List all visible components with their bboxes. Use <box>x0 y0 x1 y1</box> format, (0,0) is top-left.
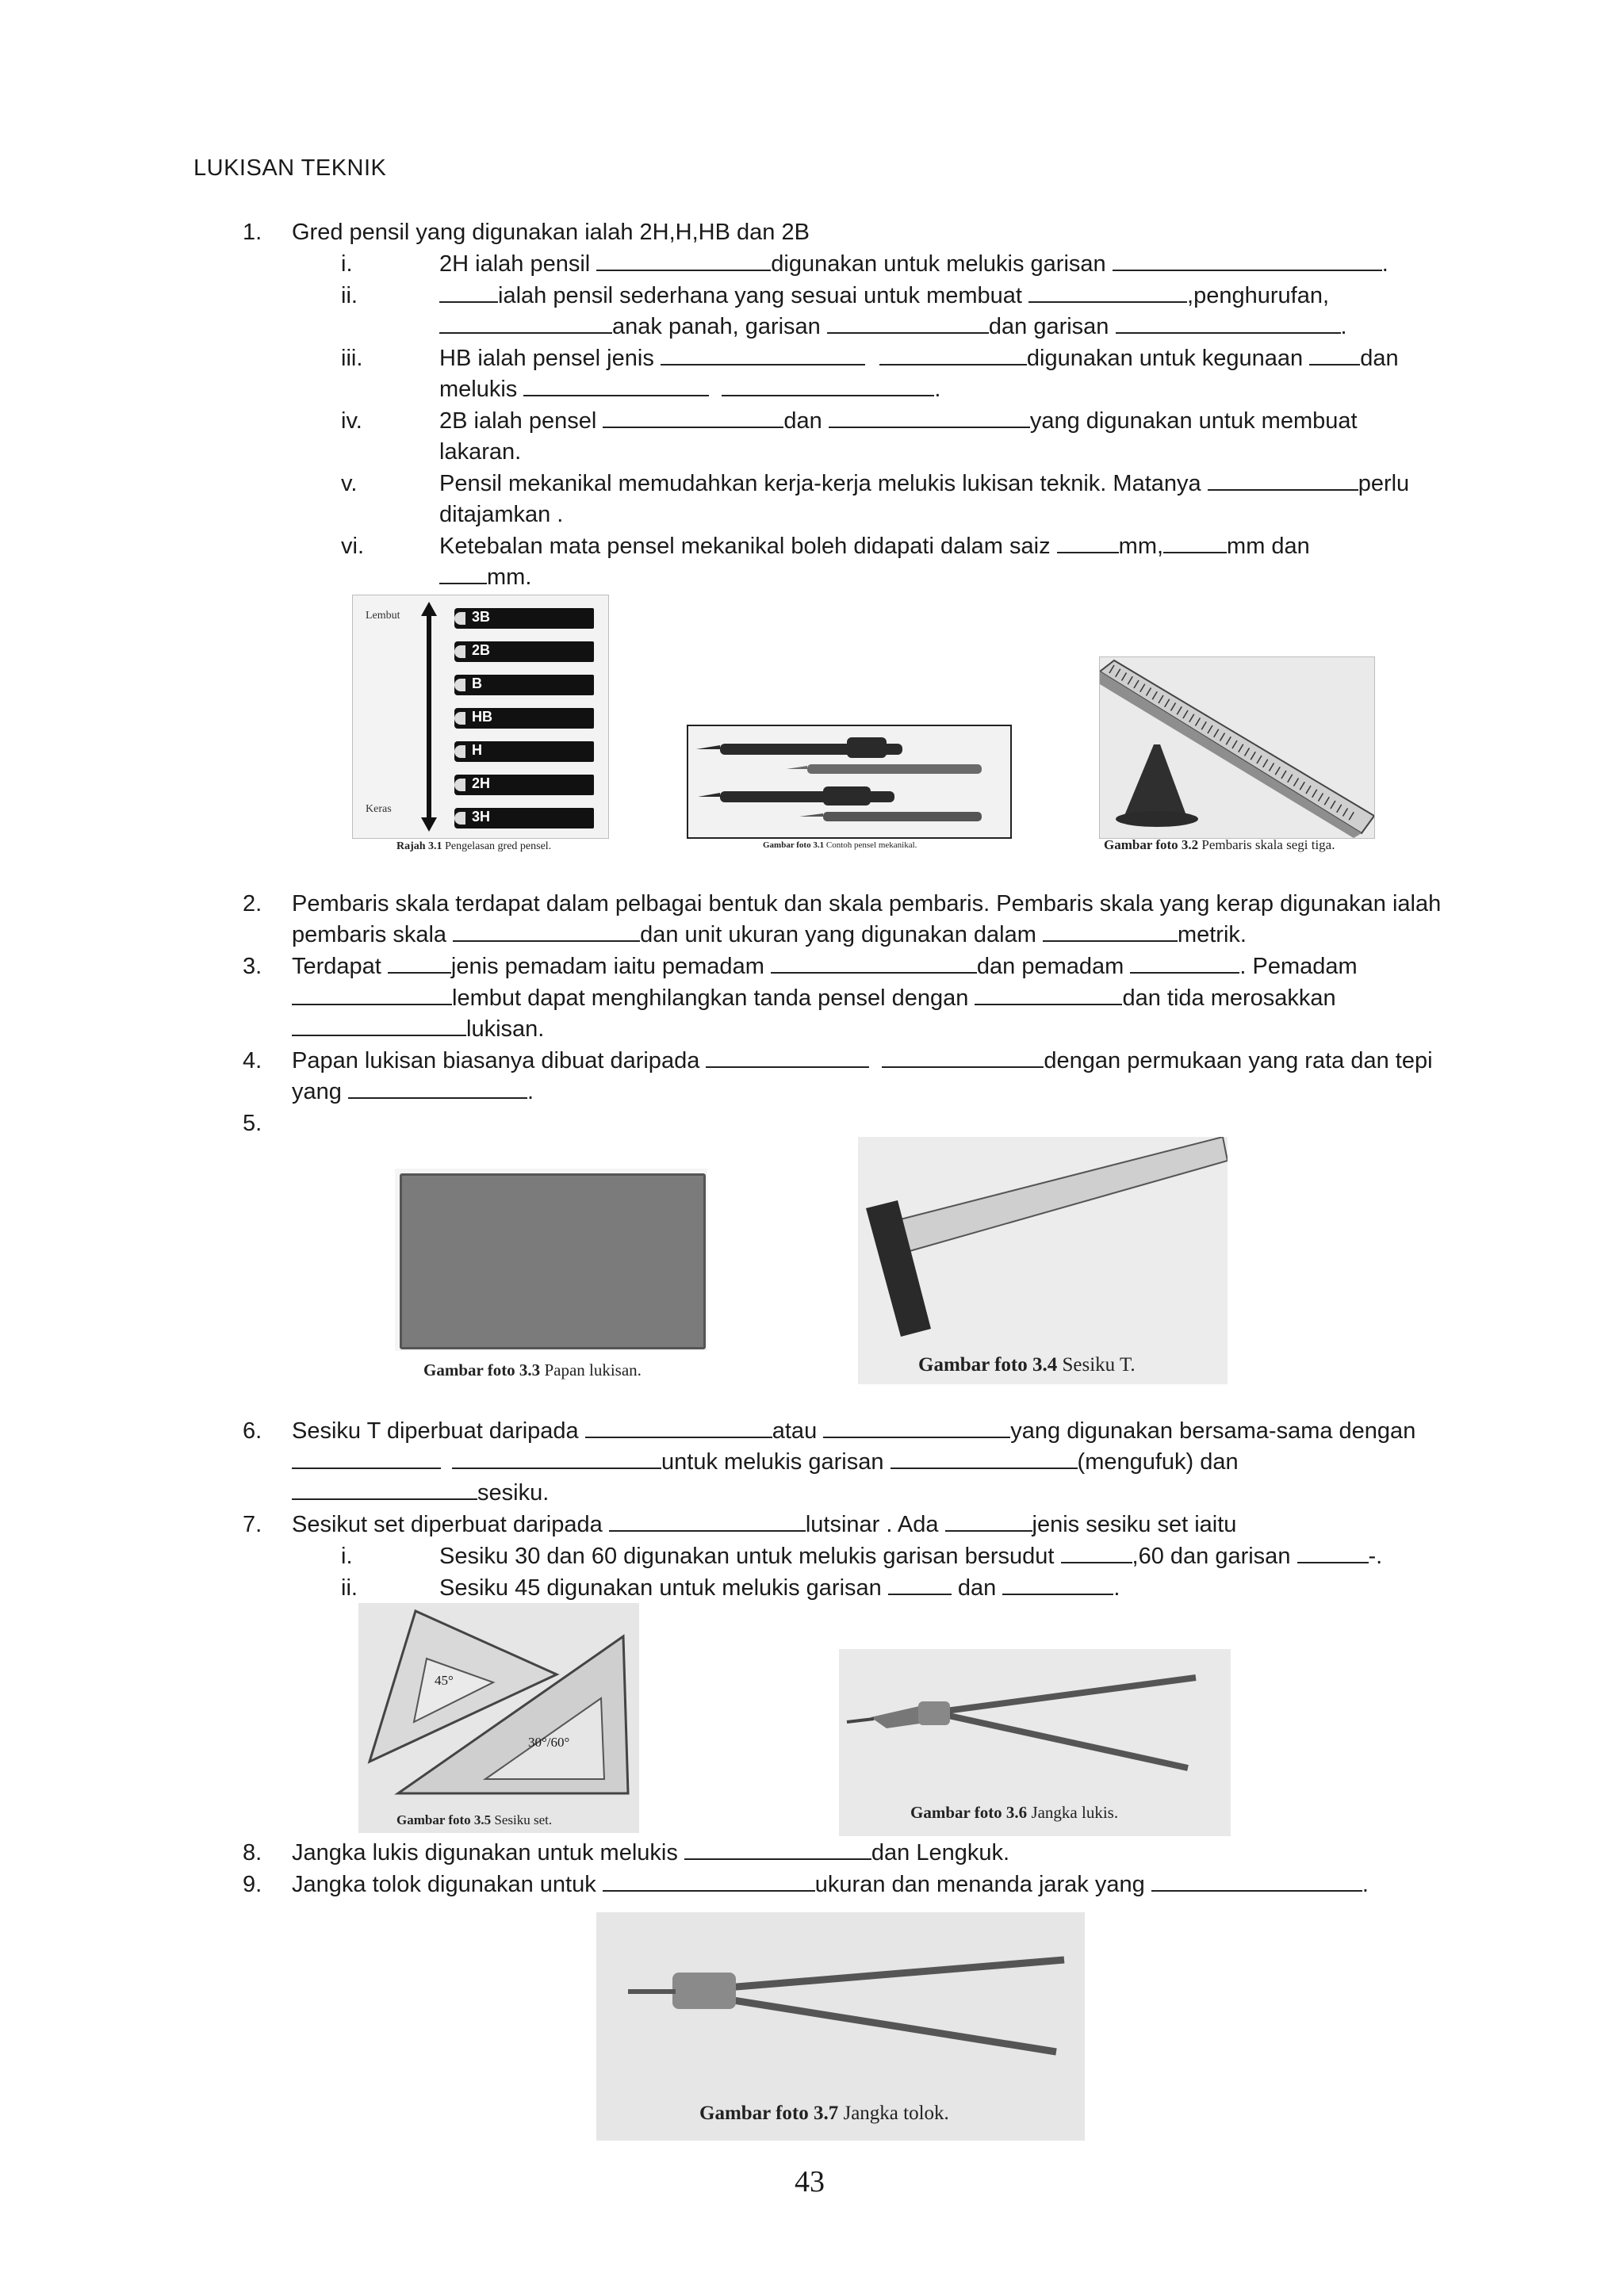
q7-ii-text-b: dan <box>951 1575 1003 1601</box>
q3-text-f: dan tida merosakkan <box>1122 985 1336 1011</box>
drawing-board-figure <box>395 1169 707 1351</box>
fig34-caption <box>918 1354 1136 1376</box>
q2-number: 2. <box>243 891 262 916</box>
q3-text-d: . Pemadam <box>1239 954 1358 979</box>
q1-iii-text-b: digunakan untuk kegunaan <box>1026 346 1310 371</box>
pencil-grade-label: 3B <box>472 609 491 625</box>
q1-ii-text-c: anak panah, garisan <box>612 314 827 339</box>
fig37-caption-label: Gambar foto 3.7 <box>699 2103 839 2124</box>
q1-vi-text-a: Ketebalan mata pensel mekanikal boleh didapati dalam saiz <box>439 534 1057 559</box>
q6-text-b: atau <box>772 1418 824 1444</box>
q1-ii-line2 <box>439 312 1347 342</box>
q4-number: 4. <box>243 1048 262 1073</box>
q4-text-d: . <box>527 1079 534 1104</box>
q1-vi-roman: vi. <box>341 534 364 559</box>
q4-text-b: dengan permukaan yang rata dan tepi <box>1044 1048 1433 1073</box>
q1-v-line2: ditajamkan . <box>439 502 564 527</box>
pencil-tip-icon <box>454 612 465 625</box>
pencil-tip-icon <box>454 679 465 691</box>
q4-line2 <box>292 1077 534 1108</box>
q1-i-text-a: 2H ialah pensil <box>439 251 597 277</box>
answer-blank[interactable] <box>439 564 487 584</box>
q4-text-a: Papan lukisan biasanya dibuat daripada <box>292 1048 707 1073</box>
pencil-tip-icon <box>454 645 465 658</box>
q7-ii-text-c: . <box>1113 1575 1120 1601</box>
answer-blank[interactable] <box>706 1047 869 1068</box>
q8-text-a: Jangka lukis digunakan untuk melukis <box>292 1840 684 1866</box>
q6-text-c: yang digunakan bersama-sama dengan <box>1010 1418 1416 1444</box>
answer-blank[interactable] <box>1297 1543 1369 1563</box>
fig35-caption-label: Gambar foto 3.5 <box>396 1812 492 1827</box>
fig31-caption-label: Rajah 3.1 <box>396 840 442 852</box>
set-square-figure <box>358 1603 639 1833</box>
compass-figure <box>839 1649 1231 1836</box>
q1-vi-text-b: mm, <box>1118 534 1164 559</box>
label-45: 45° <box>435 1673 454 1688</box>
q1-iii-text-c: dan <box>1360 346 1399 371</box>
q1-iv-text-b: dan <box>783 408 829 434</box>
fig32-caption-label: Gambar foto 3.2 <box>1104 837 1199 852</box>
set-square-icon <box>358 1603 639 1809</box>
pencil-grade-label: H <box>472 742 482 758</box>
q1-iv-text-c: yang digunakan untuk membuat <box>1029 408 1358 434</box>
fig35-caption <box>396 1812 552 1828</box>
answer-blank[interactable] <box>1130 953 1239 974</box>
q3-text-e: lembut dapat menghilangkan tanda pensel dengan <box>452 985 975 1011</box>
pencil-grade-label: 2B <box>472 642 491 658</box>
answer-blank[interactable] <box>596 251 771 271</box>
answer-blank[interactable] <box>292 985 452 1005</box>
q2-text-b: pembaris skala <box>292 922 454 947</box>
pencil-grade-item <box>454 641 594 662</box>
fig36-caption <box>910 1803 1118 1823</box>
q1-ii-text-d: dan garisan <box>988 314 1116 339</box>
q2-text-c: dan unit ukuran yang digunakan dalam <box>640 922 1043 947</box>
q1-vi-text-c: mm dan <box>1227 534 1310 559</box>
answer-blank[interactable] <box>603 1871 815 1892</box>
pencil-grade-label: B <box>472 675 482 691</box>
page-number: 43 <box>795 2165 825 2198</box>
fig33-caption-text: Papan lukisan. <box>540 1360 642 1380</box>
answer-blank[interactable] <box>1151 1871 1362 1892</box>
q1-iv-line1 <box>439 406 1358 437</box>
answer-blank[interactable] <box>684 1839 871 1860</box>
q7-text-a: Sesikut set diperbuat daripada <box>292 1512 609 1537</box>
q6-line2 <box>292 1447 1239 1478</box>
q1-vi-line1 <box>439 531 1310 562</box>
q1-stem: Gred pensil yang digunakan ialah 2H,H,HB dan 2B <box>292 220 810 245</box>
q1-iv-text-a: 2B ialah pensel <box>439 408 603 434</box>
answer-blank[interactable] <box>888 1575 952 1595</box>
answer-blank[interactable] <box>348 1078 527 1099</box>
q1-ii-text-b: ,penghurufan, <box>1187 283 1330 308</box>
q1-iii-roman: iii. <box>341 346 363 371</box>
q3-text-c: dan pemadam <box>976 954 1131 979</box>
q9-text-a: Jangka tolok digunakan untuk <box>292 1872 603 1897</box>
pencil-grade-item <box>454 741 594 762</box>
answer-blank[interactable] <box>388 953 451 974</box>
q2-line1: Pembaris skala terdapat dalam pelbagai bentuk dan skala pembaris. Pembaris skala yang kerap digunakan ialah <box>292 891 1442 916</box>
q5-number: 5. <box>243 1111 262 1136</box>
pencil-grade-item <box>454 608 594 629</box>
pencil-grade-label: HB <box>472 709 492 725</box>
fig32-caption <box>1104 837 1335 853</box>
answer-blank[interactable] <box>1309 345 1360 365</box>
fig36-caption-text: Jangka lukis. <box>1027 1803 1119 1822</box>
fig32-caption-text: Pembaris skala segi tiga. <box>1198 837 1335 852</box>
divider-figure <box>596 1912 1085 2141</box>
q1-ii-roman: ii. <box>341 283 358 308</box>
q2-line2 <box>292 920 1247 951</box>
mechanical-pencil-icon <box>688 726 1010 837</box>
q1-iii-line1 <box>439 343 1399 374</box>
q3-line3 <box>292 1014 544 1045</box>
q8-text-b: dan Lengkuk. <box>871 1840 1010 1866</box>
answer-blank[interactable] <box>452 1448 661 1469</box>
q3-line2 <box>292 983 1336 1014</box>
hard-label: Keras <box>366 803 392 815</box>
answer-blank[interactable] <box>661 345 865 365</box>
soft-label: Lembut <box>366 610 400 622</box>
q1-iv-roman: iv. <box>341 408 362 434</box>
answer-blank[interactable] <box>1002 1575 1113 1595</box>
q7-ii-line <box>439 1573 1120 1604</box>
fig36-caption-label: Gambar foto 3.6 <box>910 1803 1028 1822</box>
q1-vi-line2 <box>439 562 531 593</box>
q8-line <box>292 1838 1009 1869</box>
q1-vi-text-d: mm. <box>487 564 532 590</box>
q1-iv-line2: lakaran. <box>439 439 522 465</box>
q4-text-c: yang <box>292 1079 348 1104</box>
answer-blank[interactable] <box>439 313 612 334</box>
pencil-grade-item <box>454 675 594 695</box>
label-30-60: 30°/60° <box>528 1735 570 1750</box>
t-square-figure <box>858 1137 1228 1384</box>
q9-line <box>292 1869 1369 1900</box>
q8-number: 8. <box>243 1840 262 1866</box>
scale-ruler-icon <box>1100 657 1374 838</box>
pencil-grade-item <box>454 775 594 795</box>
answer-blank[interactable] <box>1113 251 1382 271</box>
q6-line3 <box>292 1478 549 1509</box>
answer-blank[interactable] <box>609 1511 806 1532</box>
q1-ii-line1 <box>439 281 1329 312</box>
q6-text-f: sesiku. <box>477 1480 550 1506</box>
answer-blank[interactable] <box>1116 313 1341 334</box>
q1-v-line1 <box>439 469 1409 499</box>
pencil-grade-item <box>454 708 594 729</box>
divider-icon <box>596 1912 1085 2095</box>
q9-number: 9. <box>243 1872 262 1897</box>
t-square-icon <box>858 1137 1228 1375</box>
pencil-tip-icon <box>454 745 465 758</box>
q1-i-roman: i. <box>341 251 353 277</box>
pencil-grade-label: 3H <box>472 809 491 825</box>
q7-i-text-c: -. <box>1368 1544 1383 1569</box>
q7-ii-text-a: Sesiku 45 digunakan untuk melukis garisan <box>439 1575 888 1601</box>
q3-text-g: lukisan. <box>466 1016 545 1042</box>
q6-text-a: Sesiku T diperbuat daripada <box>292 1418 585 1444</box>
q3-text-a: Terdapat <box>292 954 388 979</box>
q1-number: 1. <box>243 220 262 245</box>
q3-line1 <box>292 951 1358 982</box>
q7-text-b: lutsinar . Ada <box>805 1512 945 1537</box>
q2-text-d: metrik. <box>1177 922 1247 947</box>
fig34-caption-label: Gambar foto 3.4 <box>918 1354 1058 1376</box>
answer-blank[interactable] <box>1208 470 1358 491</box>
answer-blank[interactable] <box>1057 533 1119 553</box>
q7-ii-roman: ii. <box>341 1575 358 1601</box>
answer-blank[interactable] <box>945 1511 1032 1532</box>
q3-text-b: jenis pemadam iaitu pemadam <box>450 954 771 979</box>
answer-blank[interactable] <box>453 921 640 942</box>
q7-i-line <box>439 1541 1382 1572</box>
q3-number: 3. <box>243 954 262 979</box>
pencil-tip-icon <box>454 812 465 825</box>
answer-blank[interactable] <box>882 1047 1044 1068</box>
scale-ruler-figure <box>1099 656 1375 839</box>
answer-blank[interactable] <box>771 953 977 974</box>
answer-blank[interactable] <box>603 408 783 428</box>
answer-blank[interactable] <box>1043 921 1178 942</box>
fig31-caption-text: Pengelasan gred pensel. <box>442 840 552 852</box>
fig34-caption-text: Sesiku T. <box>1057 1354 1136 1376</box>
pencil-grade-figure <box>352 595 609 839</box>
fig-mech-caption <box>763 840 917 850</box>
q1-ii-text-e: . <box>1340 314 1347 339</box>
answer-blank[interactable] <box>292 1479 477 1500</box>
answer-blank[interactable] <box>1028 282 1187 303</box>
answer-blank[interactable] <box>722 376 934 396</box>
double-arrow-icon <box>419 602 439 832</box>
q4-line1 <box>292 1046 1433 1077</box>
q6-text-e: (mengufuk) dan <box>1077 1449 1239 1475</box>
q7-i-text-b: ,60 dan garisan <box>1132 1544 1297 1569</box>
fig31-caption <box>396 840 551 853</box>
answer-blank[interactable] <box>585 1418 772 1438</box>
q7-number: 7. <box>243 1512 262 1537</box>
q1-i-text-c: . <box>1381 251 1388 277</box>
q9-text-b: ukuran dan menanda jarak yang <box>814 1872 1151 1897</box>
q7-line1 <box>292 1510 1236 1540</box>
answer-blank[interactable] <box>292 1448 441 1469</box>
answer-blank[interactable] <box>292 1016 466 1036</box>
pencil-tip-icon <box>454 779 465 791</box>
answer-blank[interactable] <box>891 1448 1078 1469</box>
q6-text-d: untuk melukis garisan <box>661 1449 891 1475</box>
answer-blank[interactable] <box>827 313 989 334</box>
fig33-caption <box>423 1360 642 1380</box>
q1-iii-text-a: HB ialah pensel jenis <box>439 346 661 371</box>
answer-blank[interactable] <box>975 985 1122 1005</box>
fig33-caption-label: Gambar foto 3.3 <box>423 1360 541 1380</box>
fig37-caption <box>699 2103 949 2125</box>
q7-i-roman: i. <box>341 1544 353 1569</box>
compass-icon <box>839 1649 1231 1808</box>
q1-v-roman: v. <box>341 471 358 496</box>
q6-line1 <box>292 1416 1415 1447</box>
fig37-caption-text: Jangka tolok. <box>838 2103 949 2124</box>
q1-iii-text-e: . <box>934 377 941 402</box>
answer-blank[interactable] <box>439 282 498 303</box>
q1-iii-text-d: melukis <box>439 377 524 402</box>
q1-v-text-b: perlu <box>1358 471 1410 496</box>
pencil-grade-item <box>454 808 594 828</box>
q9-text-c: . <box>1362 1872 1369 1897</box>
q6-number: 6. <box>243 1418 262 1444</box>
q7-text-c: jenis sesiku set iaitu <box>1032 1512 1237 1537</box>
q7-i-text-a: Sesiku 30 dan 60 digunakan untuk melukis garisan bersudut <box>439 1544 1061 1569</box>
answer-blank[interactable] <box>1163 533 1227 553</box>
drawing-board-icon <box>400 1173 706 1349</box>
q1-v-text-a: Pensil mekanikal memudahkan kerja-kerja melukis lukisan teknik. Matanya <box>439 471 1208 496</box>
pencil-tip-icon <box>454 712 465 725</box>
q1-i-line <box>439 249 1388 280</box>
mechanical-pencil-figure <box>687 725 1012 839</box>
q1-i-text-b: digunakan untuk melukis garisan <box>771 251 1113 277</box>
page-heading: LUKISAN TEKNIK <box>193 155 387 181</box>
pencil-grade-label: 2H <box>472 775 491 791</box>
answer-blank[interactable] <box>823 1418 1010 1438</box>
fig35-caption-text: Sesiku set. <box>491 1812 553 1827</box>
answer-blank[interactable] <box>879 345 1027 365</box>
answer-blank[interactable] <box>829 408 1030 428</box>
fig-mech-caption-label: Gambar foto 3.1 <box>763 840 825 850</box>
answer-blank[interactable] <box>1061 1543 1132 1563</box>
fig-mech-caption-text: Contoh pensel mekanikal. <box>824 840 917 850</box>
answer-blank[interactable] <box>523 376 709 396</box>
q1-iii-line2 <box>439 374 940 405</box>
q1-ii-text-a: ialah pensil sederhana yang sesuai untuk membuat <box>498 283 1029 308</box>
